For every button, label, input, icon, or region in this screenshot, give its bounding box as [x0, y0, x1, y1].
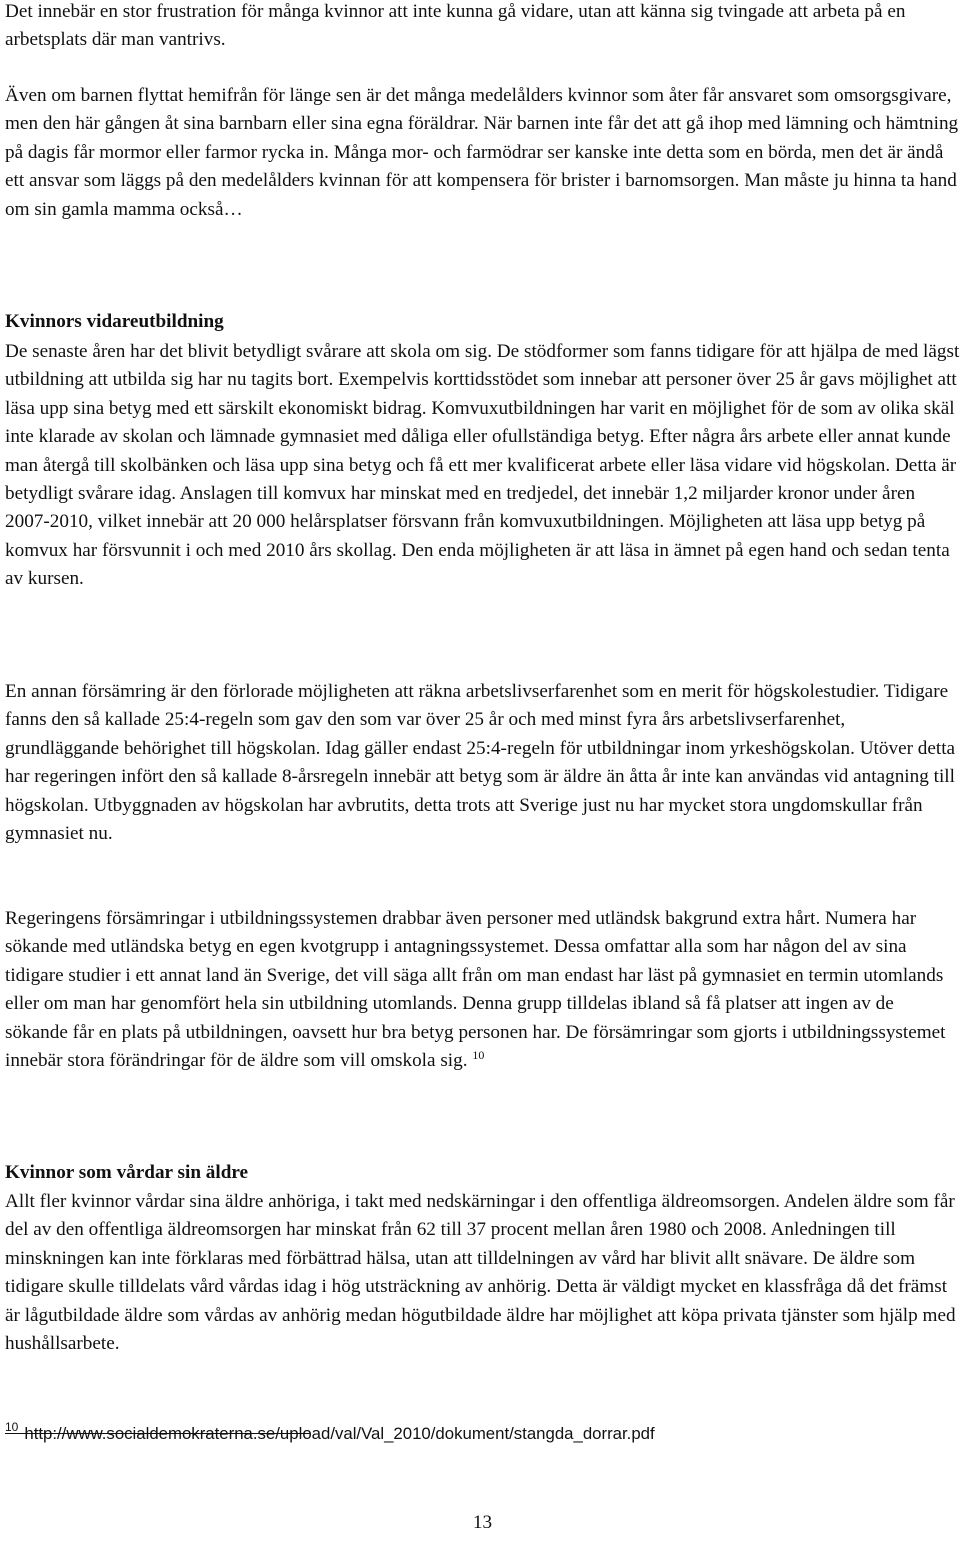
- page-number: 13: [472, 1512, 493, 1533]
- heading-women-caring-for-elderly: Kvinnor som vårdar sin äldre: [5, 1162, 249, 1183]
- paragraph-frustration: Det innebär en stor frustration för många kvinnor att inte kunna gå vidare, utan att känna sig tvingade att arbeta på en arbetsplats där man vantrivs.: [5, 1, 906, 51]
- paragraph-further-education: De senaste åren har det blivit betydligt svårare att skola om sig. De stödformer som fanns tidigare för att hjälpa de med lägst utbildning att utbilda sig har nu tagits bort. Exempelvis korttidsstödet som innebar att personer över 25 år gavs möjlighet att läsa upp sina betyg med ett särskilt ekonomiskt bidrag. Komvuxutbildningen har varit en möjlighet för de som av olika skäl inte klarade av skolan och lämnade gymnasiet med dåliga eller ofullständiga betyg. Efter några års arbete eller annat kunde man återgå till skolbänken och läsa upp sina betyg och få ett mer kvalificerat arbete eller läsa vidare vid högskolan. Detta är betydligt svårare idag. Anslagen till komvux har minskat med en tredjedel, det innebär 1,2 miljarder kronor under åren 2007-2010, vilket innebär att 20 000 helårsplatser försvann från komvuxutbildningen. Möjligheten att läsa upp betyg på komvux har försvunnit i och med 2010 års skollag. Den enda möjligheten är att läsa in ämnet på egen hand och sedan tenta av kursen.: [5, 341, 960, 590]
- footnote-url[interactable]: http://www.socialdemokraterna.se/upload/val/Val_2010/dokument/stangda_dorrar.pdf: [24, 1424, 655, 1443]
- heading-womens-further-education: Kvinnors vidareutbildning: [5, 311, 224, 332]
- footnote-reference[interactable]: 10: [472, 1048, 485, 1063]
- paragraph-foreign-background: [5, 905, 960, 1075]
- footnote-number: 10: [5, 1420, 19, 1434]
- paragraph-elderly-care: Allt fler kvinnor vårdar sina äldre anhöriga, i takt med nedskärningar i den offentliga äldreomsorgen. Andelen äldre som får del av den offentliga äldreomsorgen har minskat från 62 till 37 procent mellan åren 1980 och 2008. Anledningen till minskningen kan inte förklaras med förbättrad hälsa, utan att tilldelningen av vård har blivit allt snävare. De äldre som tidigare skulle tilldelats vård vårdas idag i hög utsträckning av anhörig. Detta är väldigt mycket en klassfråga då det främst är lågutbildade äldre som vårdas av anhörig medan högutbildade äldre har möjlighet att köpa privata tjänster som hjälp med hushållsarbete.: [5, 1191, 956, 1355]
- paragraph-caregivers: Även om barnen flyttat hemifrån för länge sen är det många medelålders kvinnor som åter får ansvaret som omsorgsgivare, men den här gången åt sina barnbarn eller sina egna föräldrar. När barnen inte får det att gå ihop med lämning och hämtning på dagis får mormor eller farmor rycka in. Många mor- och farmödrar ser kanske inte detta som en börda, men det är ändå ett ansvar som läggs på den medelålders kvinnan för att kompensera för brister i barnomsorgen. Man måste ju hinna ta hand om sin gamla mamma också…: [5, 85, 959, 220]
- footnote: [5, 1420, 960, 1448]
- paragraph-foreign-background-text: Regeringens försämringar i utbildningssystemen drabbar även personer med utländsk bakgrund extra hårt. Numera har sökande med utländska betyg en egen kvotgrupp i antagningssystemet. Dessa omfattar alla som har någon del av sina tidigare studier i ett annat land än Sverige, det vill säga allt från om man endast har läst på gymnasiet en termin utomlands eller om man har genomfört hela sin utbildning utomlands. Denna grupp tilldelas ibland så få platser att ingen av de sökande får en plats på utbildningen, oavsett hur bra betyg personen har. De försämringar som gjorts i utbildningssystemet innebär stora förändringar för de äldre som vill omskola sig.: [5, 908, 946, 1072]
- paragraph-work-experience-merit: En annan försämring är den förlorade möjligheten att räkna arbetslivserfarenhet som en merit för högskolestudier. Tidigare fanns den så kallade 25:4-regeln som gav den som var över 25 år och med minst fyra års arbetslivserfarenhet, grundläggande behörighet till högskolan. Idag gäller endast 25:4-regeln för utbildningar inom yrkeshögskolan. Utöver detta har regeringen infört den så kallade 8-årsregeln innebär att betyg som är äldre än åtta år inte kan användas vid antagning till högskolan. Utbyggnaden av högskolan har avbrutits, detta trots att Sverige just nu har mycket stora ungdomskullar från gymnasiet nu.: [5, 681, 956, 845]
